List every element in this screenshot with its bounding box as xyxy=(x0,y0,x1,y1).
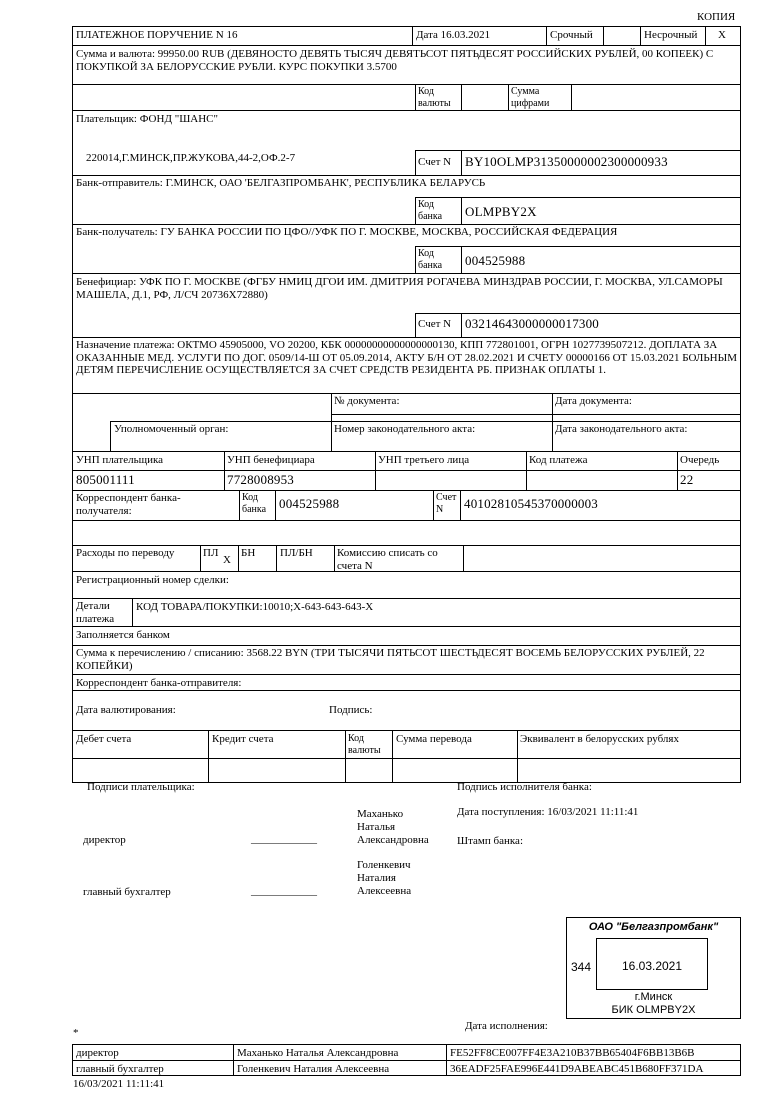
receipt-date: Дата поступления: 16/03/2021 11:11:41 xyxy=(457,806,639,818)
stamp-number: 344 xyxy=(571,960,592,974)
stamp-bik: БИК OLMPBY2X xyxy=(611,1004,696,1016)
accountant-label: главный бухгалтер xyxy=(83,886,171,898)
director-name-1: Маханько xyxy=(357,808,404,820)
queue-value: 22 xyxy=(680,472,694,487)
receiver-bank-code-label: Код банка xyxy=(418,248,443,271)
credit-header: Кредит счета xyxy=(212,733,274,745)
unp-third-label: УНП третьего лица xyxy=(378,454,470,466)
bt-equiv-header: Эквивалент в белорусских рублях xyxy=(520,733,679,745)
director-name-2: Наталья xyxy=(357,821,396,833)
beneficiary-account-label: Счет N xyxy=(418,318,452,330)
beneficiary: Бенефициар: УФК ПО Г. МОСКВЕ (ФГБУ НМИЦ ДГОИ ИМ. ДМИТРИЯ РОГАЧЕВА МИНЗДРАВ РОССИИ, Г. МОСКВА, УЛ.САМОРЫ МАШЕЛА, Д.1, РФ, Л/СЧ 20736Х72880) xyxy=(76,276,723,301)
sign-row-name: Голенкевич Наталия Алексеевна xyxy=(237,1063,390,1075)
payment-purpose: Назначение платежа: ОКТМО 45905000, VO 20200, КБК 00000000000000000130, КПП 772801001, ОГРН 1027739507212. ДОПЛАТА ЗА ОКАЗАННЫЕ МЕД. УСЛУГИ ПО ДОГ. 0509/14-Ш ОТ 05.09.2014, АКТУ Б/Н ОТ 28.02.2021 И СЧЕТУ 00000166 ОТ 15.03.2021 БОЛЬНЫМ ДЕТЯМ ПЕРЕЧИСЛЕНИЕ ОСУЩЕСТВЛЯЕТСЯ ЗА СЧЕТ СРЕДСТВ РЕЗИДЕНТА РБ. ПРИЗНАК ОПЛАТЫ 1. xyxy=(76,339,737,377)
sender-correspondent-label: Корреспондент банка-отправителя: xyxy=(76,677,242,689)
commission-label: Комиссию списать со счета N xyxy=(337,547,438,572)
queue-label: Очередь xyxy=(680,454,720,466)
expenses-bn: БН xyxy=(241,547,256,559)
sign-row-hash: FE52FF8CE007FF4E3A210B37BB65404F6BB13B6B xyxy=(450,1047,695,1059)
doc-date-label: Дата документа: xyxy=(555,395,632,407)
payer-account-label: Счет N xyxy=(418,156,452,168)
payer-account: BY10OLMP31350000002300000933 xyxy=(465,154,668,169)
expenses-label: Расходы по переводу xyxy=(76,547,175,559)
sender-bank-code: OLMPBY2X xyxy=(465,204,537,219)
asterisk: * xyxy=(73,1027,79,1039)
footer-date: 16/03/2021 11:11:41 xyxy=(73,1078,165,1090)
act-number-label: Номер законодательного акта: xyxy=(334,423,476,435)
correspondent-code-label: Код банка xyxy=(242,492,267,515)
expenses-pl-mark: X xyxy=(223,554,231,566)
stamp-label: Штамп банка: xyxy=(457,835,523,847)
order-date: Дата 16.03.2021 xyxy=(416,29,491,41)
sign-row-hash: 36EADF25FAE996E441D9ABEABC451B680FF371DA xyxy=(450,1063,704,1075)
nonurgent-mark: X xyxy=(718,29,726,41)
accountant-name-3: Алексеевна xyxy=(357,885,412,897)
urgent-label: Срочный xyxy=(550,29,593,41)
unp-payer: 805001111 xyxy=(76,472,135,487)
payer-name: Плательщик: ФОНД "ШАНС" xyxy=(76,113,219,125)
stamp-city: г.Минск xyxy=(634,991,673,1003)
sender-bank: Банк-отправитель: Г.МИНСК, ОАО 'БЕЛГАЗПРОМБАНК', РЕСПУБЛИКА БЕЛАРУСЬ xyxy=(76,177,486,189)
correspondent-label: Корреспондент банка-получателя: xyxy=(76,492,181,517)
exec-date-label: Дата исполнения: xyxy=(465,1020,548,1032)
filled-by-bank: Заполняется банком xyxy=(76,629,170,641)
authority-label: Уполномоченный орган: xyxy=(114,423,229,435)
expenses-pl: ПЛ xyxy=(203,547,219,559)
sign-row-role: директор xyxy=(76,1047,119,1059)
correspondent-account-label: Счет N xyxy=(436,492,457,515)
director-name-3: Александровна xyxy=(357,834,429,846)
unp-benef-label: УНП бенефициара xyxy=(227,454,315,466)
sender-bank-code-label: Код банка xyxy=(418,199,443,222)
nonurgent-label: Несрочный xyxy=(644,29,698,41)
correspondent-code: 004525988 xyxy=(279,496,340,511)
receiver-bank: Банк-получатель: ГУ БАНКА РОССИИ ПО ЦФО//УФК ПО Г. МОСКВЕ, МОСКВА, РОССИЙСКАЯ ФЕДЕРАЦИЯ xyxy=(76,226,618,238)
receiver-bank-code: 004525988 xyxy=(465,253,526,268)
payer-signatures-label: Подписи плательщика: xyxy=(87,781,195,793)
doc-number-label: № документа: xyxy=(334,395,400,407)
order-title: ПЛАТЕЖНОЕ ПОРУЧЕНИЕ N 16 xyxy=(76,29,238,41)
details-label: Детали платежа xyxy=(76,600,115,625)
unp-benef: 7728008953 xyxy=(227,472,294,487)
signature-label: Подпись: xyxy=(329,704,373,716)
amount-text: Сумма и валюта: 99950.00 RUB (ДЕВЯНОСТО ДЕВЯТЬ ТЫСЯЧ ДЕВЯТЬСОТ ПЯТЬДЕСЯТ РОССИЙСКИХ РУБЛЕЙ, 00 КОПЕЕК) С ПОКУПКОЙ ЗА БЕЛОРУССКИЕ РУБЛИ. КУРС ПОКУПКИ 3.5700 xyxy=(76,48,714,73)
debit-header: Дебет счета xyxy=(76,733,132,745)
accountant-sign-line: ____________ xyxy=(251,885,317,897)
director-label: директор xyxy=(83,834,126,846)
expenses-plbn: ПЛ/БН xyxy=(280,547,313,559)
stamp-bank-name: ОАО "Белгазпромбанк" xyxy=(588,921,719,933)
unp-payer-label: УНП плательщика xyxy=(76,454,164,466)
sum-digits-label: Сумма цифрами xyxy=(511,86,550,109)
accountant-name-2: Наталия xyxy=(357,872,396,884)
bt-sum-header: Сумма перевода xyxy=(396,733,472,745)
value-date-label: Дата валютирования: xyxy=(76,704,176,716)
correspondent-account: 40102810545370000003 xyxy=(464,496,598,511)
bank-sign-label: Подпись исполнителя банка: xyxy=(457,781,592,793)
bt-currency-header: Код валюты xyxy=(348,733,381,756)
stamp-date: 16.03.2021 xyxy=(621,959,683,973)
payment-code-label: Код платежа xyxy=(529,454,588,466)
accountant-name-1: Голенкевич xyxy=(357,859,411,871)
sign-row-name: Маханько Наталья Александровна xyxy=(237,1047,399,1059)
act-date-label: Дата законодательного акта: xyxy=(555,423,688,435)
sign-row-role: главный бухгалтер xyxy=(76,1063,164,1075)
copy-mark: КОПИЯ xyxy=(697,11,736,23)
transfer-sum: Сумма к перечислению / списанию: 3568.22 BYN (ТРИ ТЫСЯЧИ ПЯТЬСОТ ШЕСТЬДЕСЯТ ВОСЕМЬ БЕЛОРУССКИХ РУБЛЕЙ, 22 КОПЕЙКИ) xyxy=(76,647,705,672)
details-value: КОД ТОВАРА/ПОКУПКИ:10010;Х-643-643-643-Х xyxy=(136,601,374,613)
currency-code-label: Код валюты xyxy=(418,86,451,109)
payer-address: 220014,Г.МИНСК,ПР.ЖУКОВА,44-2,ОФ.2-7 xyxy=(86,152,296,164)
beneficiary-account: 03214643000000017300 xyxy=(465,316,599,331)
reg-number-label: Регистрационный номер сделки: xyxy=(76,574,229,586)
director-sign-line: ____________ xyxy=(251,833,317,845)
